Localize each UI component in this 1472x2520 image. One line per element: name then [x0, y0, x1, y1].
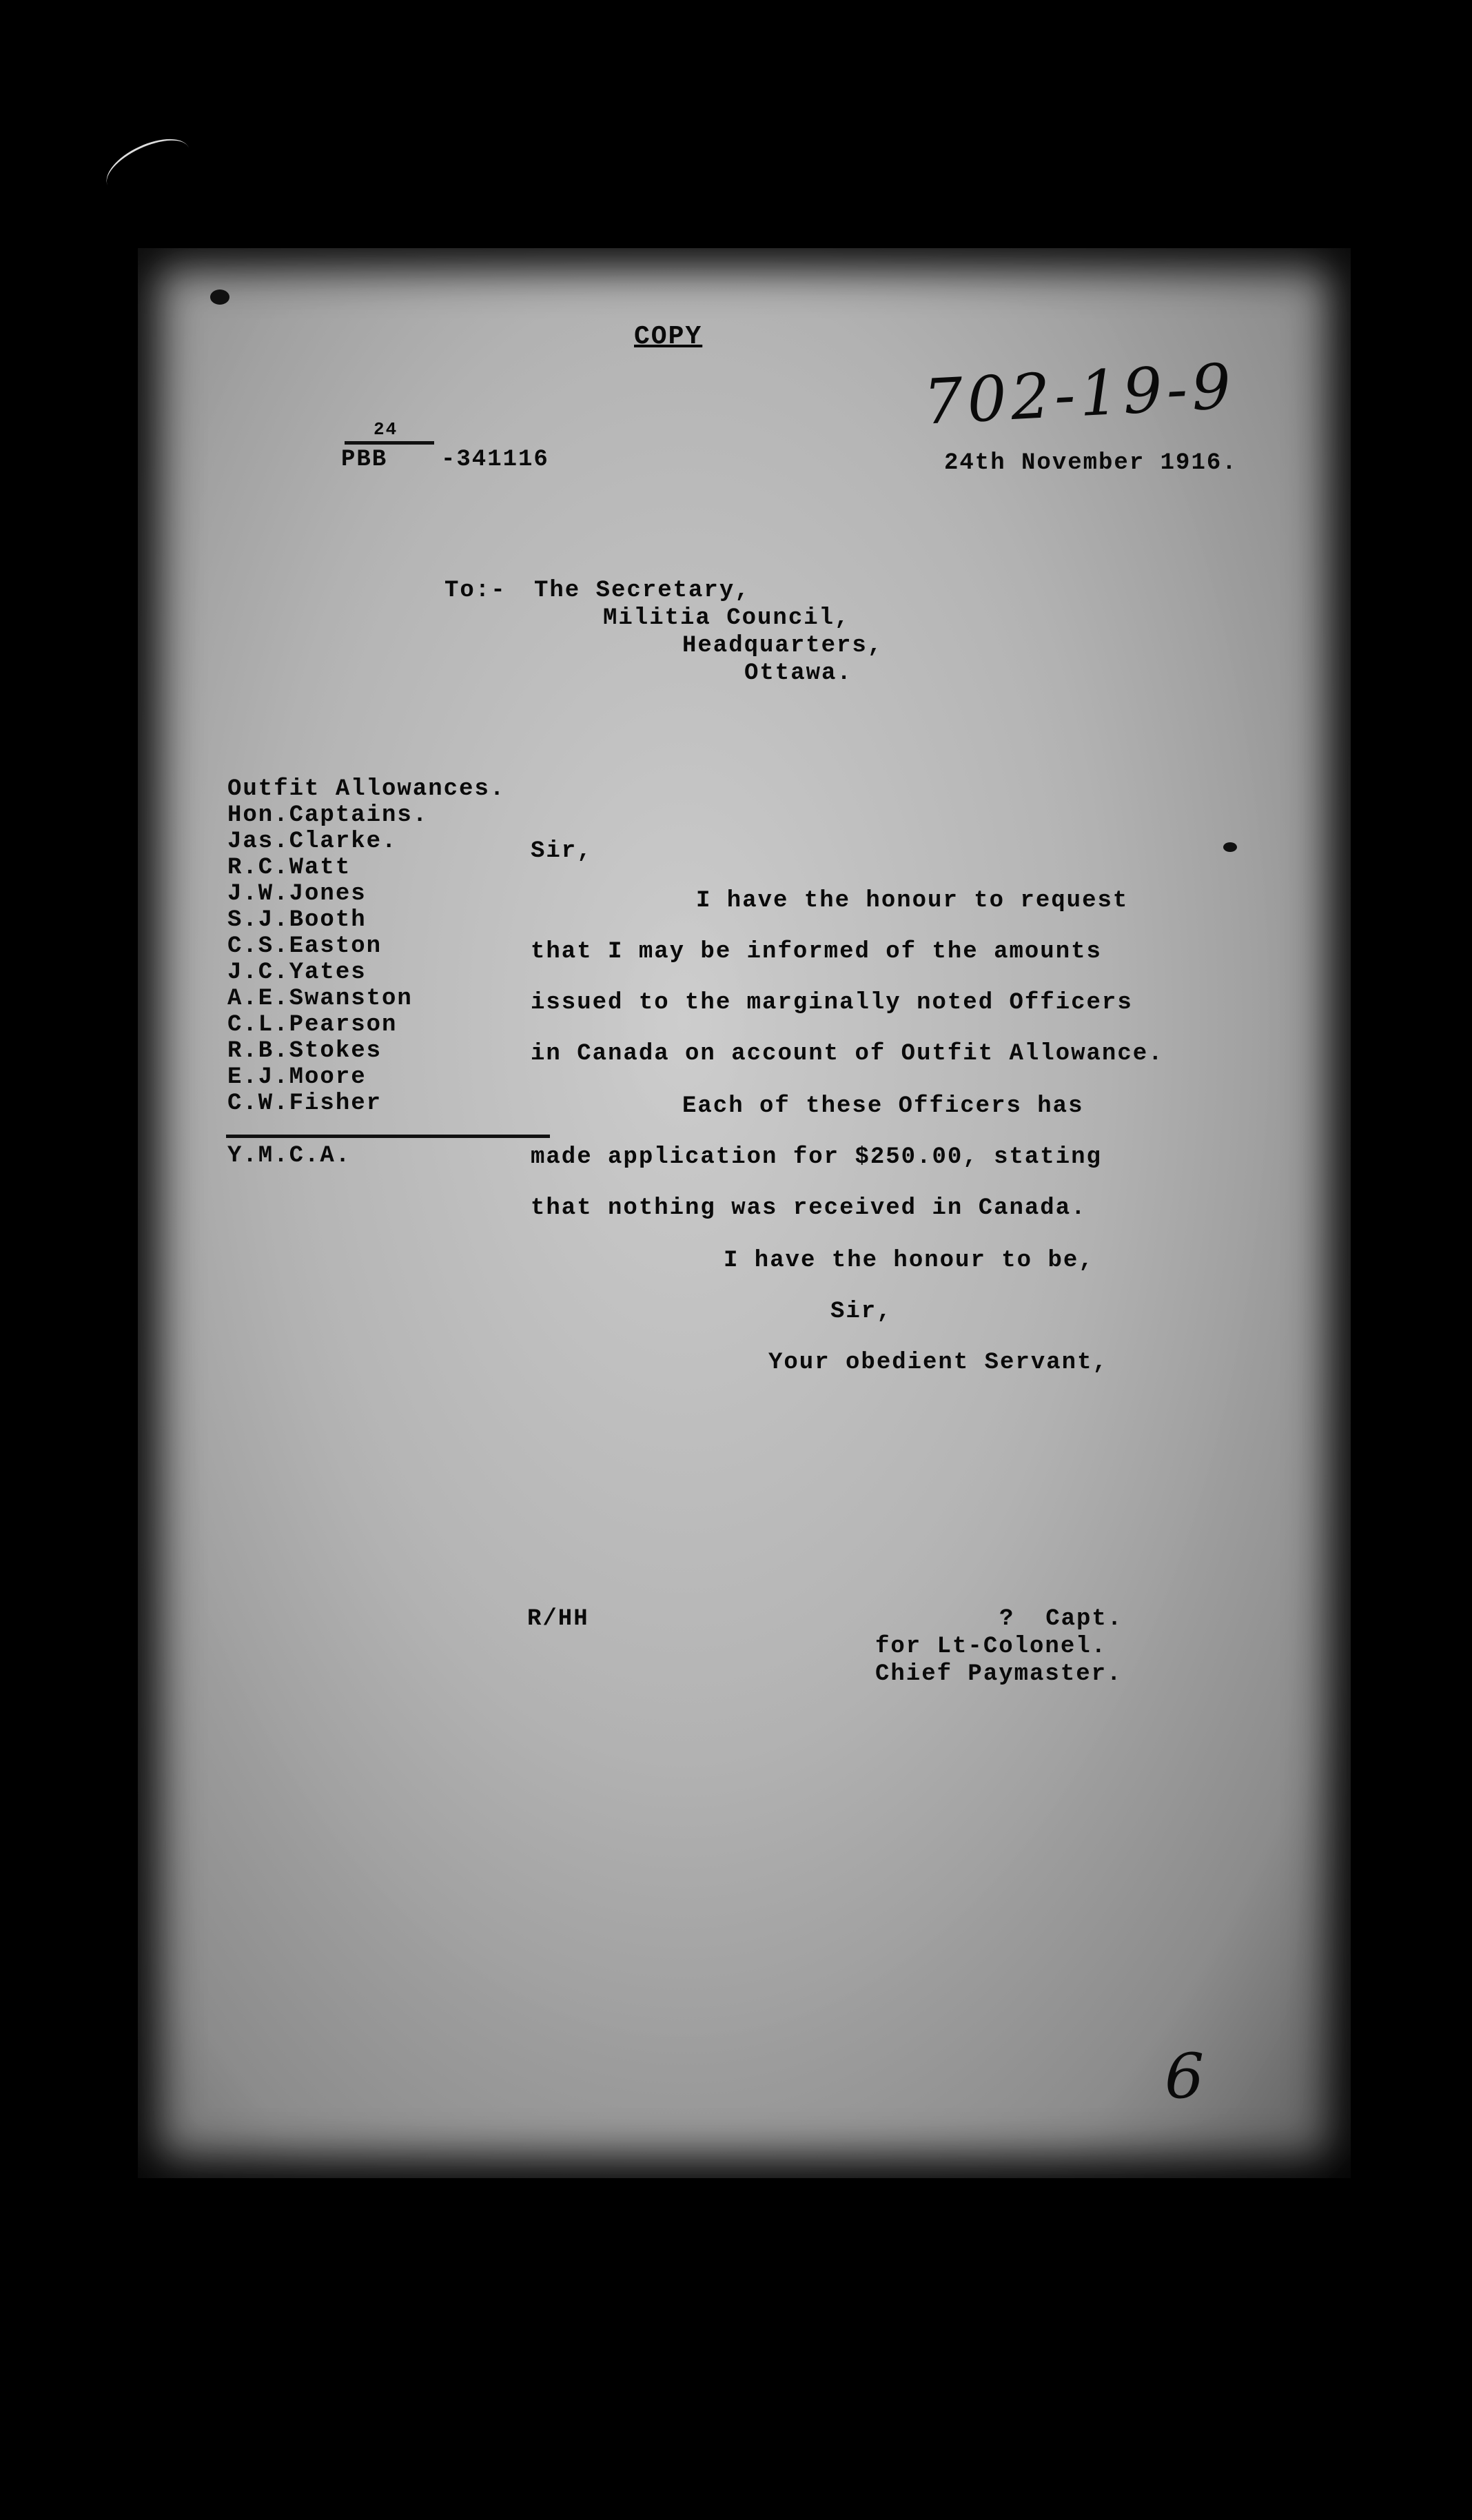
margin-note-line: J.C.Yates: [227, 959, 367, 986]
signature-rank: ? Capt.: [999, 1606, 1123, 1632]
margin-note-line: S.J.Booth: [227, 907, 367, 933]
signature-line: for Lt-Colonel.: [875, 1634, 1107, 1660]
body-line: that I may be informed of the amounts: [531, 939, 1102, 965]
body-line: that nothing was received in Canada.: [531, 1195, 1087, 1221]
body-line: Each of these Officers has: [682, 1093, 1084, 1119]
body-line: in Canada on account of Outfit Allowance.: [531, 1041, 1164, 1067]
margin-note-line: J.W.Jones: [227, 881, 367, 907]
address-line: Militia Council,: [603, 605, 850, 631]
margin-note-line: C.L.Pearson: [227, 1012, 398, 1038]
margin-note-line: Jas.Clarke.: [227, 829, 398, 855]
margin-note-line: R.B.Stokes: [227, 1038, 382, 1064]
closing-line: I have the honour to be,: [724, 1248, 1094, 1274]
address-line: The Secretary,: [534, 578, 750, 604]
margin-note-line: A.E.Swanston: [227, 986, 413, 1012]
body-line: issued to the marginally noted Officers: [531, 990, 1133, 1016]
typist-initials: R/HH: [527, 1606, 589, 1632]
handwritten-file-number: 702-19-9: [921, 350, 1237, 439]
margin-note-line: C.S.Easton: [227, 933, 382, 959]
letter-date: 24th November 1916.: [944, 450, 1238, 476]
margin-note-line: R.C.Watt: [227, 855, 351, 881]
closing-line: Your obedient Servant,: [768, 1350, 1108, 1376]
document-heading: COPY: [634, 322, 703, 352]
margin-footer: Y.M.C.A.: [227, 1143, 351, 1169]
margin-note-line: Hon.Captains.: [227, 802, 429, 829]
margin-note-line: C.W.Fisher: [227, 1090, 382, 1117]
reference-superscript: 24: [374, 419, 398, 440]
body-line: I have the honour to request: [696, 888, 1129, 914]
to-label: To:-: [444, 578, 507, 604]
margin-note-title: Outfit Allowances.: [227, 776, 506, 802]
closing-line: Sir,: [830, 1299, 892, 1325]
ink-blot: [210, 289, 229, 305]
reference-prefix: PBB: [341, 447, 388, 473]
address-line: Headquarters,: [682, 633, 883, 659]
reference-number: -341116: [441, 447, 549, 473]
margin-rule: [226, 1135, 550, 1138]
handwritten-page-number: 6: [1165, 2040, 1205, 2113]
salutation: Sir,: [531, 838, 593, 864]
margin-note-line: E.J.Moore: [227, 1064, 367, 1090]
signature-title: Chief Paymaster.: [875, 1661, 1123, 1687]
address-line: Ottawa.: [744, 660, 852, 687]
reference-rule: [345, 441, 434, 445]
film-scratch: [99, 128, 198, 205]
ink-blot: [1223, 842, 1237, 852]
body-line: made application for $250.00, stating: [531, 1144, 1102, 1170]
